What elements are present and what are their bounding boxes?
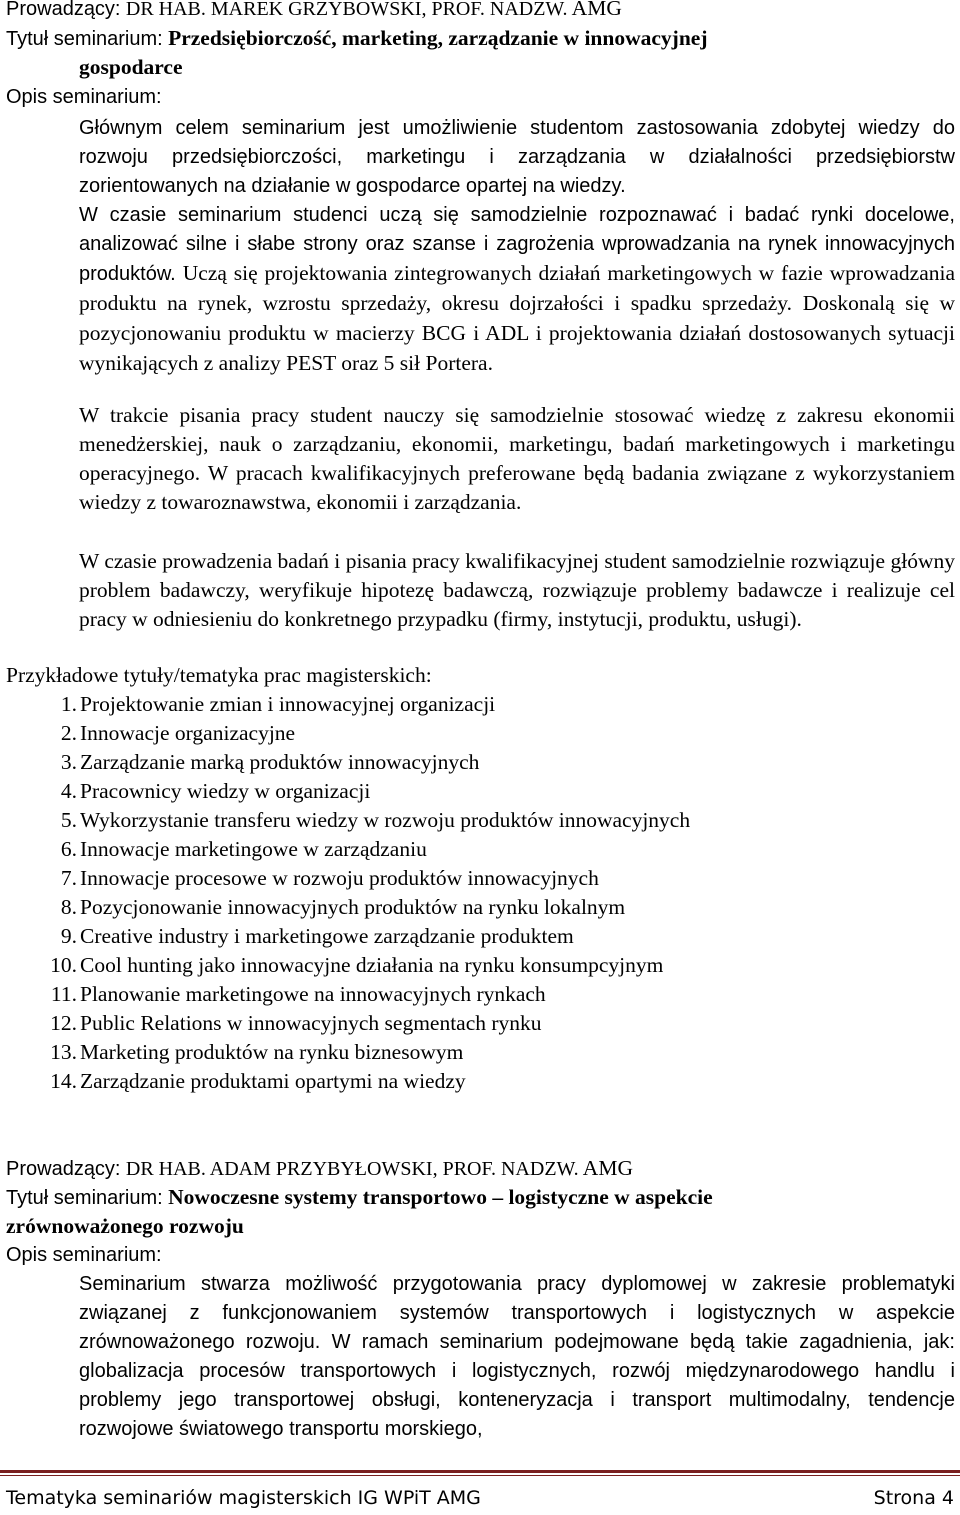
desc-paragraph-4: W czasie prowadzenia badań i pisania pracy kwalifikacyjnej student samodzielnie rozwiązuje główny problem badawczy, weryfikuje hipotezę badawczą, rozwiązuje problemy badawcze i realizuje cel pracy w odniesieniu do konkretnego przypadku (firmy, instytucji, produktu, usługi). xyxy=(79,549,955,631)
seminar-title-cont: zrównoważonego rozwoju xyxy=(6,1214,244,1238)
leader-org: AMG xyxy=(582,1156,633,1180)
title-line-2 xyxy=(6,1183,713,1213)
desc-paragraph-s2b: W ramach seminarium podejmowane będą takie zagadnienia, jak: globalizacja procesów transportowych i logistycznych, rozwój międzynarodowego handlu i problemy jego transportowej obsługi, konteneryzacja i transport multimodalny, tendencje rozwojowe światowego transportu morskiego, xyxy=(79,1331,955,1440)
document-page: Prowadzący: DR HAB. MAREK GRZYBOWSKI, PROF. NADZW. AMG Tytuł seminarium: Przedsiębiorczość, marketing, zarządzanie w innowacyjnej gospodarce Opis seminarium: Głównym celem seminarium jest umożliwienie studentom zastosowania zdobytej wiedzy do rozwoju przedsiębiorczości, marketingu i zarządzania w działalności przedsiębiorstw zorientowanych na działanie w gospodarce opartej na wiedzy. W czasie seminarium studenci uczą się samodzielnie rozpoznawać i badać rynki docelowe, analizować silne i słabe strony oraz szanse i zagrożenia wprowadzania na rynek innowacyjnych produktów. Uczą się projektowania zintegrowanych działań marketingowych w fazie wprowadzania produktu na rynek, wzrostu sprzedaży, okresu dojrzałości i spadku sprzedaży. Doskonalą się w pozycjonowaniu produktu w macierzy BCG i ADL i projektowania działań dostosowanych sytuacji wynikających z analizy PEST oraz 5 sił Portera. W trakcie pisania pracy student nauczy się samodzielnie stosować wiedzę z zakresu ekonomii menedżerskiej, nauk o zarządzaniu, ekonomii, marketingu, badań marketingowych i marketingu operacyjnego. W pracach kwalifikacyjnych preferowane będą badania związane z wykorzystaniem wiedzy z towaroznawstwa, ekonomii i zarządzania. W czasie prowadzenia badań i pisania pracy kwalifikacyjnej student samodzielnie rozwiązuje główny problem badawczy, weryfikuje hipotezę badawczą, rozwiązuje problemy badawcze i realizuje cel pracy w odniesieniu do konkretnego przypadku (firmy, instytucji, produktu, usługi). Przykładowe tytuły/tematyka prac magisterskich: 1. Projektowanie zmian i innowacyjnej organizacji 2. Innowacje organizacyjne 3. Zarządzanie marką produktów innowacyjnych 4. Pracownicy wiedzy w organizacji 5. Wykorzystanie transferu wiedzy w rozwoju produktów innowacyjnych 6. Innowacje marketingowe w zarządzaniu 7. Innowacje procesowe w rozwoju produktów innowacyjnych 8. Pozycjonowanie innowacyjnych produktów na rynku lokalnym 9. Creative industry i marketingowe zarządzanie produktem 10. Cool hunting jako innowacyjne działania na rynku konsumpcyjnym 11. Planowanie marketingowe na innowacyjnych rynkach 12. Public Relations w innowacyjnych segmentach rynku 13. Marketing produktów na rynku biznesowym 14. Zarządzanie produktami opartymi na wiedzy Prowadzący: DR HAB. ADAM PRZYBYŁOWSKI, PROF. NADZW. AMG Tytuł seminarium: Nowoczesne systemy transportowo – logistyczne w aspekcie zrównoważonego rozwoju Opis seminarium: Seminarium stwarza możliwość przygotowania pracy dyplomowej w zakresie problematyki związanej z funkcjonowaniem systemów transportowych i logistycznych w aspekcie zrównoważonego rozwoju. W ramach seminarium podejmowane będą takie zagadnienia, jak: globalizacja procesów transportowych i logistycznych, rozwój międzynarodowego handlu i problemy jego transportowej obsługi, konteneryzacja i transport multimodalny, tendencje rozwojowe światowego transportu morskiego, Tematyka seminariów magisterskich IG WPiT AMG Strona 4 xyxy=(0,0,960,1515)
topics-label: Przykładowe tytuły/tematyka prac magisterskich: xyxy=(6,663,432,687)
desc-paragraph-2 xyxy=(79,201,955,379)
leader-name: DR HAB. ADAM PRZYBYŁOWSKI, PROF. NADZW. xyxy=(125,1158,579,1180)
desc-paragraph-2b: Uczą się projektowania zintegrowanych działań marketingowych w fazie wprowadzania produktu na rynek, wzrostu sprzedaży, okresu dojrzałości i spadku sprzedaży. xyxy=(79,261,956,315)
desc-paragraph-3 xyxy=(79,401,955,517)
desc-paragraph-1: Głównym celem seminarium jest umożliwienie studentom zastosowania zdobytej wiedzy do rozwoju przedsiębiorczości, marketingu i zarządzania w działalności przedsiębiorstw zorientowanych na działanie w gospodarce opartej na wiedzy. xyxy=(79,117,955,197)
footer-rule-thin xyxy=(0,1475,960,1476)
leader-label: Prowadzący: xyxy=(6,0,121,20)
leader-name: DR HAB. MAREK GRZYBOWSKI, PROF. NADZW. xyxy=(125,0,568,20)
seminar-title: Przedsiębiorczość, marketing, zarządzanie w innowacyjnej xyxy=(168,26,708,50)
title-line-1 xyxy=(6,24,707,54)
desc-paragraph-s2 xyxy=(79,1270,955,1444)
desc-paragraph-3b: W pracach kwalifikacyjnych preferowane będą badania związane z wykorzystaniem wiedzy z towaroznawstwa, ekonomii i zarządzania. xyxy=(79,461,955,514)
title-label: Tytuł seminarium: xyxy=(6,1187,163,1209)
seminar-title: Nowoczesne systemy transportowo – logistyczne w aspekcie xyxy=(168,1185,713,1209)
footer-rule xyxy=(0,1470,960,1473)
title-label: Tytuł seminarium: xyxy=(6,28,163,50)
desc-paragraph-s2a: Seminarium stwarza możliwość przygotowania pracy dyplomowej w zakresie problematyki związanej z funkcjonowaniem systemów transportowych i logistycznych w aspekcie zrównoważonego rozwoju. xyxy=(79,1273,955,1353)
desc-paragraph-2c: Doskonalą się w pozycjonowaniu produktu w macierzy BCG i ADL i projektowania działań dostosowanych sytuacji wynikających z analizy PEST oraz 5 sił Portera. xyxy=(79,291,956,375)
desc-label: Opis seminarium: xyxy=(6,1244,162,1266)
desc-paragraph-2a: W czasie seminarium studenci uczą się samodzielnie rozpoznawać i badać rynki docelowe, analizować silne i słabe strony oraz szanse i zagrożenia wprowadzania na rynek innowacyjnych produktów. xyxy=(79,204,955,285)
page-number: Strona 4 xyxy=(873,1487,954,1509)
desc-paragraph-3a: W trakcie pisania pracy student nauczy się samodzielnie stosować wiedzę z zakresu ekonomii menedżerskiej, nauk o zarządzaniu, ekonomii, marketingu, badań marketingowych i marketingu operacyjnego. xyxy=(79,403,955,485)
desc-label: Opis seminarium: xyxy=(6,86,162,108)
leader-org: AMG xyxy=(571,0,622,20)
seminar-title-cont: gospodarce xyxy=(79,55,183,79)
leader-label: Prowadzący: xyxy=(6,1158,121,1180)
footer-title: Tematyka seminariów magisterskich IG WPiT AMG xyxy=(6,1487,481,1509)
leader-line-2 xyxy=(6,1154,633,1184)
leader-line-1 xyxy=(6,0,622,24)
